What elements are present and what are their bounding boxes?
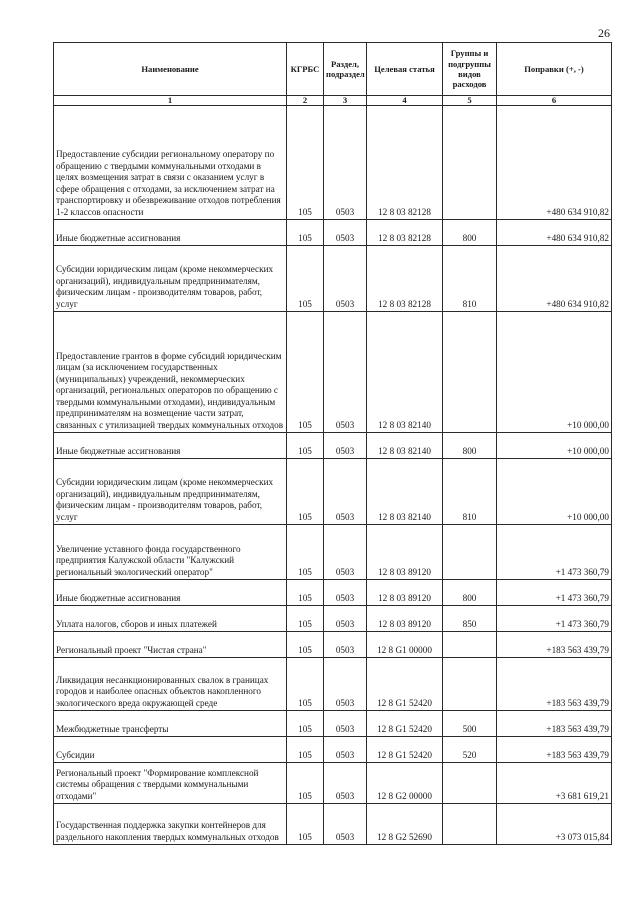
row-group: 800 xyxy=(443,220,497,246)
row-name: Иные бюджетные ассигнования xyxy=(54,433,287,459)
header-group: Группы и подгруппы видов расходов xyxy=(443,43,497,96)
column-number: 6 xyxy=(497,96,612,106)
row-kgrbs: 105 xyxy=(287,804,324,845)
row-kgrbs: 105 xyxy=(287,632,324,658)
table-row xyxy=(54,220,612,246)
row-section: 0503 xyxy=(324,580,367,606)
row-name: Межбюджетные трансферты xyxy=(54,711,287,737)
row-target: 12 8 03 82128 xyxy=(367,106,443,220)
row-kgrbs: 105 xyxy=(287,312,324,433)
row-target: 12 8 G1 52420 xyxy=(367,658,443,711)
row-section: 0503 xyxy=(324,433,367,459)
row-group: 500 xyxy=(443,711,497,737)
row-name: Предоставление грантов в форме субсидий юридическим лицам (за исключением государственных (муниципальных) учреждений, некоммерческих организаций, региональных операторов по обращению с твердыми коммунальными отходами), индивидуальным предпринимателям на возмещение части затрат, связанных с утилизацией твердых коммунальных отходов xyxy=(54,312,287,433)
table-row xyxy=(54,711,612,737)
row-kgrbs: 105 xyxy=(287,658,324,711)
row-group xyxy=(443,106,497,220)
column-number: 1 xyxy=(54,96,287,106)
row-section: 0503 xyxy=(324,632,367,658)
table-row xyxy=(54,433,612,459)
row-target: 12 8 03 82140 xyxy=(367,459,443,525)
row-amount: +1 473 360,79 xyxy=(497,525,612,580)
row-name: Региональный проект "Формирование комплексной системы обращения с твердыми коммунальными отходами" xyxy=(54,763,287,804)
row-section: 0503 xyxy=(324,804,367,845)
row-amount: +480 634 910,82 xyxy=(497,220,612,246)
row-name: Иные бюджетные ассигнования xyxy=(54,220,287,246)
row-name: Предоставление субсидии региональному оператору по обращению с твердыми коммунальными отходами в целях возмещения затрат в связи с оказанием услуг в сфере обращения с отходами, за исключением затрат на транспортировку и обезвреживание отходов потребления 1-2 классов опасности xyxy=(54,106,287,220)
row-section: 0503 xyxy=(324,711,367,737)
row-amount: +3 073 015,84 xyxy=(497,804,612,845)
row-group xyxy=(443,804,497,845)
row-target: 12 8 03 82140 xyxy=(367,312,443,433)
row-amount: +183 563 439,79 xyxy=(497,737,612,763)
table-header-row xyxy=(54,43,612,96)
column-number: 4 xyxy=(367,96,443,106)
row-target: 12 8 G2 52690 xyxy=(367,804,443,845)
row-target: 12 8 G1 00000 xyxy=(367,632,443,658)
row-amount: +480 634 910,82 xyxy=(497,106,612,220)
row-kgrbs: 105 xyxy=(287,433,324,459)
row-group xyxy=(443,525,497,580)
column-number: 3 xyxy=(324,96,367,106)
row-section: 0503 xyxy=(324,459,367,525)
row-kgrbs: 105 xyxy=(287,525,324,580)
row-target: 12 8 G2 00000 xyxy=(367,763,443,804)
table-row xyxy=(54,737,612,763)
row-name: Субсидии юридическим лицам (кроме некоммерческих организаций), индивидуальным предпринимателям, физическим лицам - производителям товаров, работ, услуг xyxy=(54,459,287,525)
row-kgrbs: 105 xyxy=(287,459,324,525)
row-kgrbs: 105 xyxy=(287,606,324,632)
row-kgrbs: 105 xyxy=(287,737,324,763)
row-amount: +183 563 439,79 xyxy=(497,658,612,711)
row-section: 0503 xyxy=(324,312,367,433)
table-row xyxy=(54,106,612,220)
row-amount: +1 473 360,79 xyxy=(497,580,612,606)
column-number: 2 xyxy=(287,96,324,106)
row-target: 12 8 03 89120 xyxy=(367,525,443,580)
row-section: 0503 xyxy=(324,525,367,580)
row-name: Увеличение уставного фонда государственного предприятия Калужской области "Калужский региональный экологический оператор" xyxy=(54,525,287,580)
row-target: 12 8 G1 52420 xyxy=(367,737,443,763)
table-row xyxy=(54,312,612,433)
row-group xyxy=(443,632,497,658)
row-kgrbs: 105 xyxy=(287,580,324,606)
table-row xyxy=(54,580,612,606)
row-amount: +1 473 360,79 xyxy=(497,606,612,632)
row-group xyxy=(443,312,497,433)
row-kgrbs: 105 xyxy=(287,246,324,312)
table-row xyxy=(54,658,612,711)
row-amount: +183 563 439,79 xyxy=(497,632,612,658)
header-target: Целевая статья xyxy=(367,43,443,96)
row-section: 0503 xyxy=(324,220,367,246)
page-number: 26 xyxy=(598,26,610,40)
row-kgrbs: 105 xyxy=(287,220,324,246)
table-row xyxy=(54,525,612,580)
header-name: Наименование xyxy=(54,43,287,96)
row-name: Ликвидация несанкционированных свалок в границах городов и наиболее опасных объектов накопленного экологического вреда окружающей среде xyxy=(54,658,287,711)
row-target: 12 8 G1 52420 xyxy=(367,711,443,737)
row-target: 12 8 03 82140 xyxy=(367,433,443,459)
table-row xyxy=(54,459,612,525)
header-amount: Поправки (+, -) xyxy=(497,43,612,96)
row-section: 0503 xyxy=(324,658,367,711)
row-target: 12 8 03 82128 xyxy=(367,246,443,312)
row-name: Субсидии юридическим лицам (кроме некоммерческих организаций), индивидуальным предпринимателям, физическим лицам - производителям товаров, работ, услуг xyxy=(54,246,287,312)
row-kgrbs: 105 xyxy=(287,763,324,804)
header-section: Раздел, подраздел xyxy=(324,43,367,96)
table-row xyxy=(54,763,612,804)
row-section: 0503 xyxy=(324,246,367,312)
row-group: 850 xyxy=(443,606,497,632)
row-name: Иные бюджетные ассигнования xyxy=(54,580,287,606)
table-row xyxy=(54,246,612,312)
row-group: 800 xyxy=(443,433,497,459)
row-section: 0503 xyxy=(324,606,367,632)
row-target: 12 8 03 89120 xyxy=(367,606,443,632)
row-group: 810 xyxy=(443,459,497,525)
row-group xyxy=(443,658,497,711)
table-row xyxy=(54,804,612,845)
row-group: 800 xyxy=(443,580,497,606)
table-row xyxy=(54,632,612,658)
row-name: Региональный проект "Чистая страна" xyxy=(54,632,287,658)
row-kgrbs: 105 xyxy=(287,106,324,220)
row-group: 520 xyxy=(443,737,497,763)
row-name: Государственная поддержка закупки контейнеров для раздельного накопления твердых коммунальных отходов xyxy=(54,804,287,845)
row-amount: +10 000,00 xyxy=(497,433,612,459)
budget-table xyxy=(53,42,612,845)
row-amount: +10 000,00 xyxy=(497,312,612,433)
row-group: 810 xyxy=(443,246,497,312)
header-kgrbs: КГРБС xyxy=(287,43,324,96)
row-name: Уплата налогов, сборов и иных платежей xyxy=(54,606,287,632)
row-amount: +183 563 439,79 xyxy=(497,711,612,737)
row-amount: +480 634 910,82 xyxy=(497,246,612,312)
row-amount: +3 681 619,21 xyxy=(497,763,612,804)
row-target: 12 8 03 89120 xyxy=(367,580,443,606)
row-name: Субсидии xyxy=(54,737,287,763)
row-group xyxy=(443,763,497,804)
row-kgrbs: 105 xyxy=(287,711,324,737)
row-section: 0503 xyxy=(324,737,367,763)
row-target: 12 8 03 82128 xyxy=(367,220,443,246)
column-number: 5 xyxy=(443,96,497,106)
row-amount: +10 000,00 xyxy=(497,459,612,525)
column-number-row xyxy=(54,96,612,106)
table-row xyxy=(54,606,612,632)
row-section: 0503 xyxy=(324,106,367,220)
row-section: 0503 xyxy=(324,763,367,804)
